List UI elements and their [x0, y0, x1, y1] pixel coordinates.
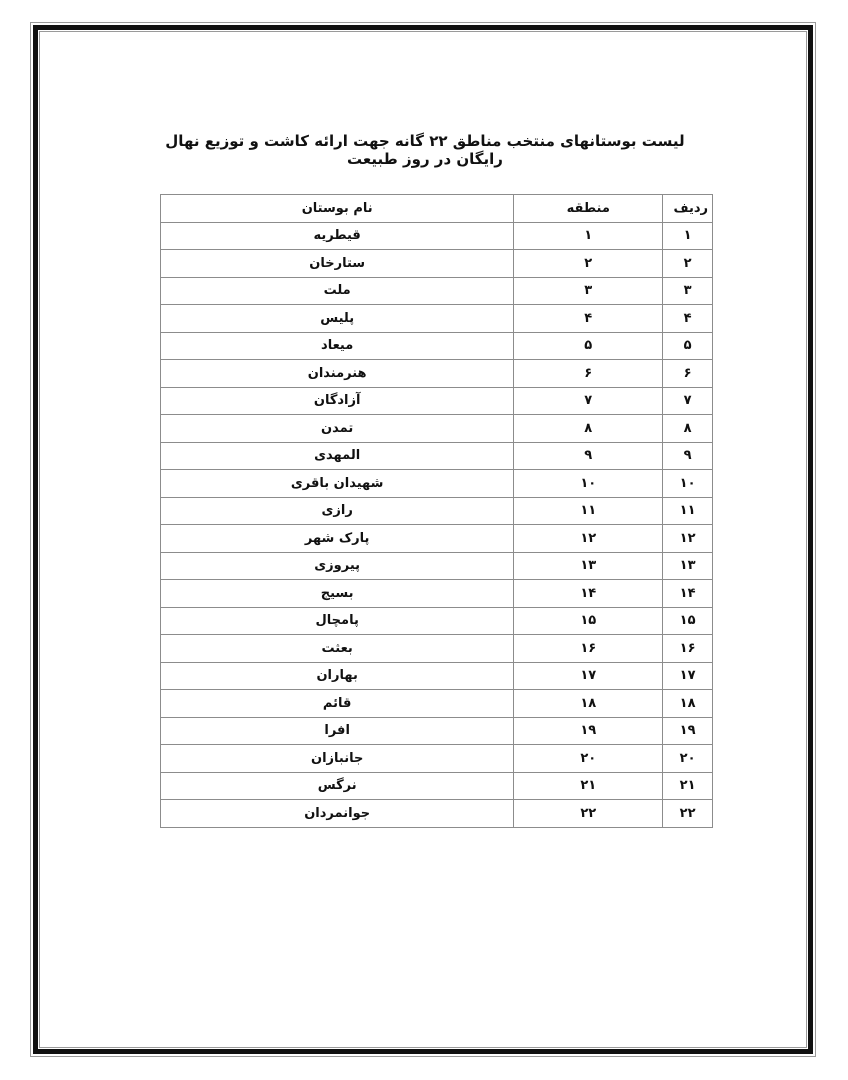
row-number-cell: ۱۰	[663, 470, 713, 498]
row-number-cell: ۳	[663, 277, 713, 305]
park-name-cell: قائم	[161, 690, 514, 718]
park-name-cell: المهدی	[161, 442, 514, 470]
table-row	[161, 800, 713, 828]
table-row	[161, 690, 713, 718]
park-name-cell: میعاد	[161, 332, 514, 360]
park-name-cell: پارک شهر	[161, 525, 514, 553]
header-row-number: ردیف	[663, 195, 713, 223]
table-row	[161, 332, 713, 360]
row-number-cell: ۱۵	[663, 607, 713, 635]
park-name-cell: پامچال	[161, 607, 514, 635]
region-cell: ۶	[514, 360, 663, 388]
park-name-cell: تمدن	[161, 415, 514, 443]
row-number-cell: ۹	[663, 442, 713, 470]
row-number-cell: ۸	[663, 415, 713, 443]
table-row	[161, 745, 713, 773]
region-cell: ۷	[514, 387, 663, 415]
row-number-cell: ۷	[663, 387, 713, 415]
table-row	[161, 387, 713, 415]
table-row	[161, 552, 713, 580]
row-number-cell: ۲۱	[663, 772, 713, 800]
table-row	[161, 772, 713, 800]
region-cell: ۱۸	[514, 690, 663, 718]
header-park-name: نام بوستان	[161, 195, 514, 223]
park-name-cell: پلیس	[161, 305, 514, 333]
table-header-row	[161, 195, 713, 223]
table-body	[161, 222, 713, 827]
region-cell: ۱۷	[514, 662, 663, 690]
row-number-cell: ۱۲	[663, 525, 713, 553]
park-name-cell: رازی	[161, 497, 514, 525]
table-row	[161, 497, 713, 525]
region-cell: ۱۲	[514, 525, 663, 553]
region-cell: ۱۶	[514, 635, 663, 663]
park-name-cell: نرگس	[161, 772, 514, 800]
region-cell: ۲	[514, 250, 663, 278]
region-cell: ۲۲	[514, 800, 663, 828]
header-region: منطقه	[514, 195, 663, 223]
table-row	[161, 250, 713, 278]
region-cell: ۳	[514, 277, 663, 305]
park-name-cell: جانبازان	[161, 745, 514, 773]
table-row	[161, 607, 713, 635]
park-name-cell: ستارخان	[161, 250, 514, 278]
table-row	[161, 470, 713, 498]
park-name-cell: بهاران	[161, 662, 514, 690]
row-number-cell: ۱۸	[663, 690, 713, 718]
park-name-cell: آزادگان	[161, 387, 514, 415]
table-row	[161, 415, 713, 443]
park-name-cell: قیطریه	[161, 222, 514, 250]
park-name-cell: بعثت	[161, 635, 514, 663]
region-cell: ۵	[514, 332, 663, 360]
region-cell: ۱۹	[514, 717, 663, 745]
table-row	[161, 717, 713, 745]
region-cell: ۸	[514, 415, 663, 443]
table-row	[161, 305, 713, 333]
table-row	[161, 525, 713, 553]
table-row	[161, 580, 713, 608]
park-name-cell: شهیدان باقری	[161, 470, 514, 498]
region-cell: ۱۰	[514, 470, 663, 498]
region-cell: ۱۵	[514, 607, 663, 635]
row-number-cell: ۵	[663, 332, 713, 360]
region-cell: ۱۳	[514, 552, 663, 580]
region-cell: ۹	[514, 442, 663, 470]
region-cell: ۴	[514, 305, 663, 333]
row-number-cell: ۱۴	[663, 580, 713, 608]
region-cell: ۱۴	[514, 580, 663, 608]
park-name-cell: پیروزی	[161, 552, 514, 580]
row-number-cell: ۱۶	[663, 635, 713, 663]
table-row	[161, 635, 713, 663]
row-number-cell: ۲۲	[663, 800, 713, 828]
park-name-cell: هنرمندان	[161, 360, 514, 388]
table-row	[161, 360, 713, 388]
row-number-cell: ۱۳	[663, 552, 713, 580]
document-title: لیست بوستانهای منتخب مناطق ۲۲ گانه جهت ارائه کاشت و توزیع نهال رایگان در روز طبیعت	[165, 132, 685, 168]
park-name-cell: افرا	[161, 717, 514, 745]
row-number-cell: ۱	[663, 222, 713, 250]
row-number-cell: ۱۹	[663, 717, 713, 745]
row-number-cell: ۱۱	[663, 497, 713, 525]
park-name-cell: بسیج	[161, 580, 514, 608]
row-number-cell: ۲۰	[663, 745, 713, 773]
table-row	[161, 222, 713, 250]
region-cell: ۲۱	[514, 772, 663, 800]
row-number-cell: ۱۷	[663, 662, 713, 690]
park-name-cell: ملت	[161, 277, 514, 305]
row-number-cell: ۶	[663, 360, 713, 388]
parks-table	[160, 194, 713, 828]
table-row	[161, 277, 713, 305]
row-number-cell: ۴	[663, 305, 713, 333]
region-cell: ۱۱	[514, 497, 663, 525]
table-row	[161, 442, 713, 470]
region-cell: ۱	[514, 222, 663, 250]
park-name-cell: جوانمردان	[161, 800, 514, 828]
row-number-cell: ۲	[663, 250, 713, 278]
table-row	[161, 662, 713, 690]
region-cell: ۲۰	[514, 745, 663, 773]
